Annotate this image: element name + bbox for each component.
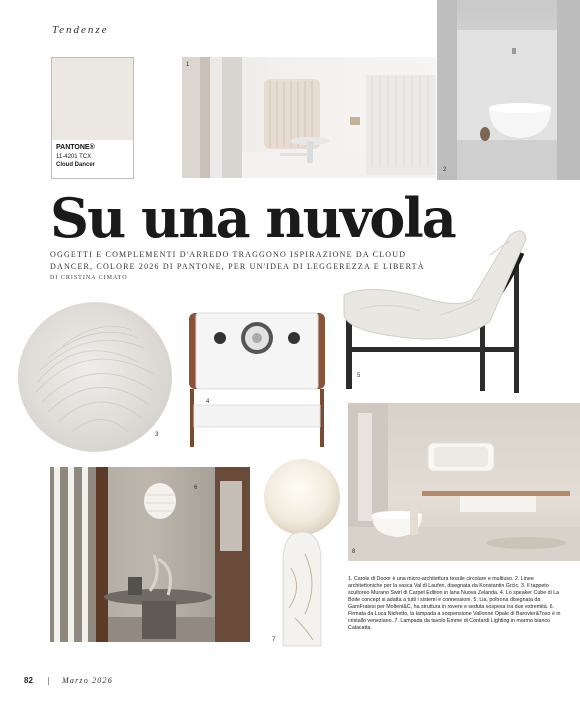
- image-number-8: 8: [352, 549, 356, 555]
- section-label: Tendenze: [52, 24, 109, 36]
- pantone-color-name: Cloud Dancer: [56, 162, 96, 168]
- speaker-art: [186, 307, 328, 451]
- image-number-3: 3: [155, 432, 159, 438]
- caption-text: 1. Carole di Dooor è una micro-architettura tessile circolare e multiuso. 2. Linee architettoniche per la vasca Val di Laufen, disegnata da Konstantin Grcic. 3. Il tappeto scultoreo Murano Swirl di Carpet Edition in lana Nuova Zelanda. 4. Lo speaker Cube di La Boite concept si adatta a tutti i sistemi e connessioni. 5. Lia, poltrona disegnata da GamFratesi per Molteni&C, ha struttura in rovere e seduta sospesa tra due estremità. 6. Firmata da Luca Nichetto, la lampada a sospensione Vallonné Opale di Barovier&Toso è in cristallo veneziano. 7. Lampada da tavolo Emme di Contardi Lighting in marmo bianco Calacatta.: [348, 576, 561, 631]
- page-number: 82: [24, 676, 33, 685]
- issue-date: Marzo 2026: [62, 676, 113, 685]
- photo-speaker-cube: [186, 307, 328, 451]
- photo-round-rug: [18, 302, 172, 452]
- photo-bathtub: [437, 0, 580, 180]
- photo-textile-pavilion: [182, 57, 436, 178]
- deck-text: OGGETTI E COMPLEMENTI D'ARREDO TRAGGONO ISPIRAZIONE DA CLOUD DANCER, COLORE 2026 DI PANTONE, PER UN'IDEA DI LEGGEREZZA E LIBERTÀ: [50, 250, 425, 271]
- interior-art: [50, 467, 250, 642]
- rug-texture: [18, 302, 172, 452]
- pantone-brand: PANTONE®: [56, 144, 95, 151]
- image-number-1: 1: [186, 62, 190, 68]
- photo-table-lamp: [255, 458, 345, 650]
- photo-lounge-chair: [340, 225, 530, 395]
- chair-art: [340, 225, 530, 395]
- photo-interior-pendant: [50, 467, 250, 642]
- photo-bathroom: [348, 403, 580, 561]
- bathroom-art: [348, 403, 580, 561]
- image-number-6: 6: [194, 485, 198, 491]
- image-number-4: 4: [206, 399, 210, 405]
- pantone-code: 11-4201 TCX: [56, 154, 92, 160]
- pantone-swatch-card: [51, 57, 134, 179]
- image-number-2: 2: [443, 167, 447, 173]
- image-number-7: 7: [272, 637, 276, 643]
- byline: DI CRISTINA CIMATO: [50, 275, 128, 281]
- color-swatch: [52, 58, 133, 140]
- image-number-5: 5: [357, 373, 361, 379]
- photo-bathtub-art: [437, 0, 580, 180]
- photo-textile-pavilion-art: [182, 57, 436, 178]
- footer-divider: [48, 677, 49, 685]
- table-lamp-art: [255, 458, 345, 650]
- headline: Su una nuvola: [50, 186, 455, 250]
